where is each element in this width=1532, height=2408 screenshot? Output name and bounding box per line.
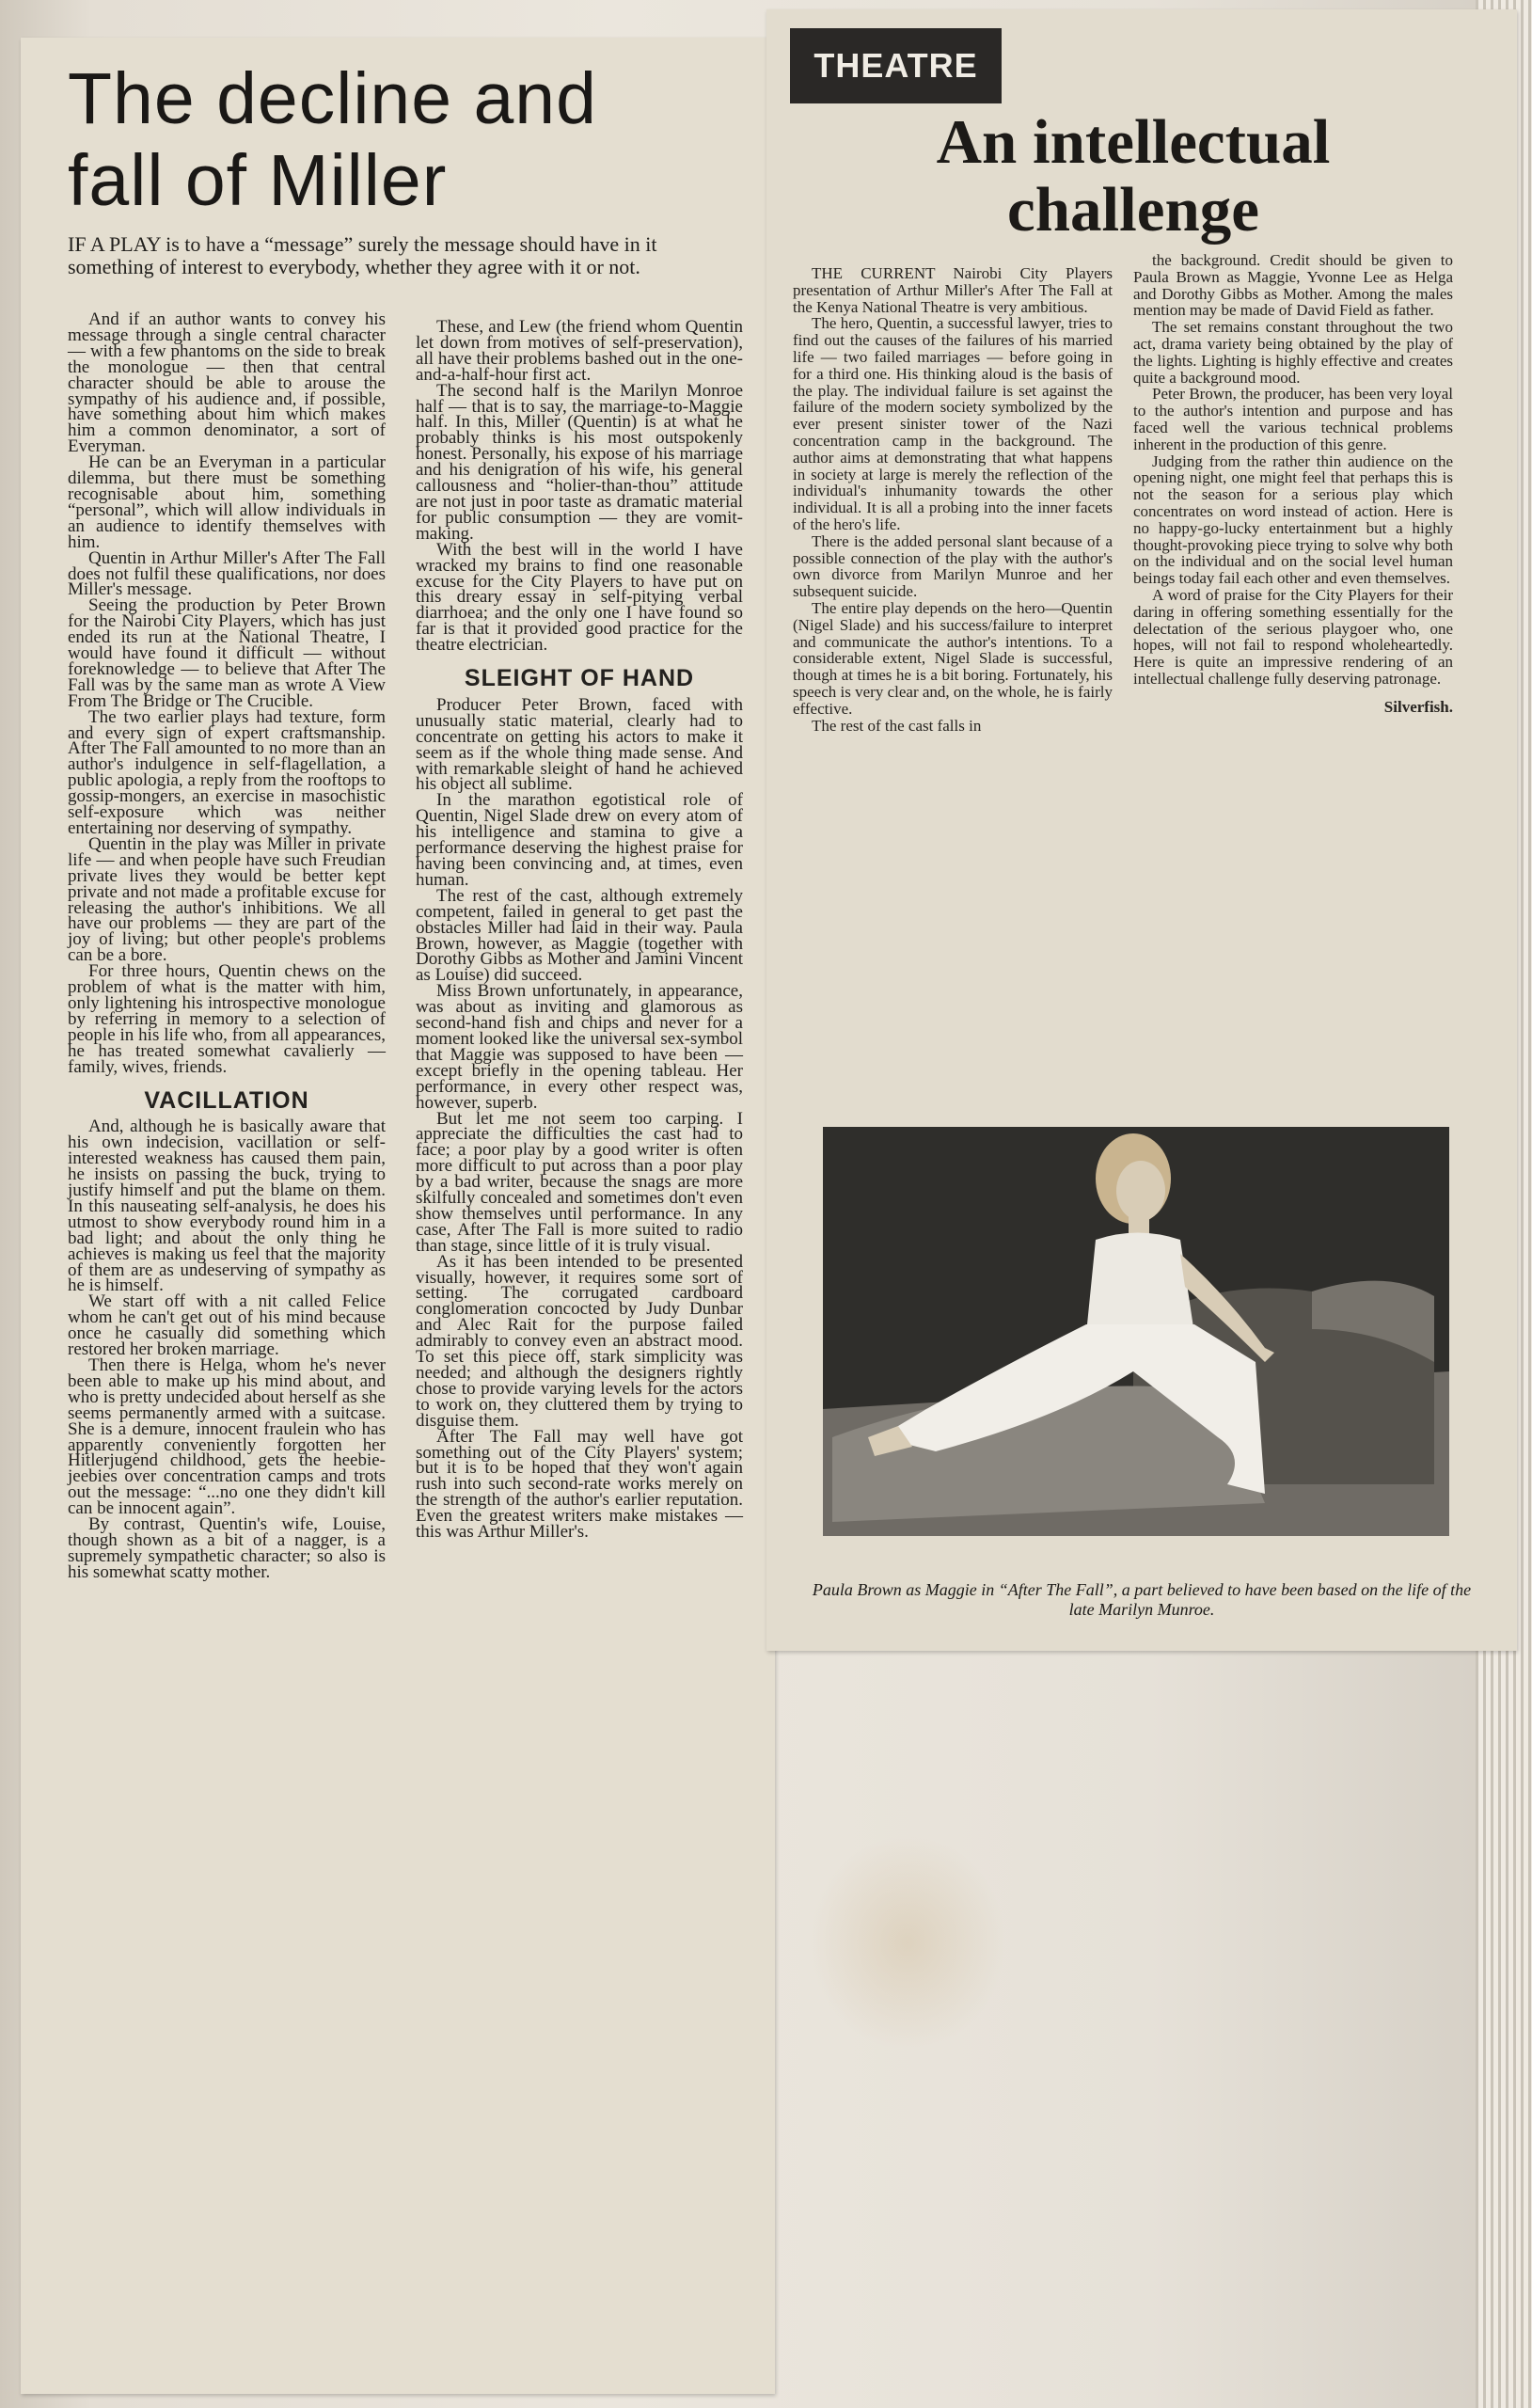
paragraph: Seeing the production by Peter Brown for the Nairobi City Players, which has just ended its run at the National Theatre, I would have found it difficult — without foreknowledge — to believe that After The Fall was by the same man as wrote A View From The Bridge or The Crucible. (68, 595, 386, 711)
paragraph: By contrast, Quentin's wife, Louise, though shown as a bit of a nagger, is a supremely sympathetic character; so also is his somewhat scatty mother. (68, 1514, 386, 1582)
paragraph: In the marathon egotistical role of Quentin, Nigel Slade drew on every atom of his intelligence and stamina to give a performance deserving the highest praise for having been convincing and, at times, even human. (416, 790, 743, 890)
paragraph: The set remains constant throughout the two act, drama variety being obtained by the play of the lights. Lighting is highly effective and creates quite a background mood. (1133, 318, 1453, 387)
paragraph: He can be an Everyman in a particular dilemma, but there must be something recognisable about him, something “personal”, which will allow individuals in an audience to identify themselves with him. (68, 452, 386, 552)
paragraph: Quentin in the play was Miller in private life — and when people have such Freudian private lives they would be better kept private and not made a profitable excuse for releasing the author's inhibitions. We all have our problems — they are part of the joy of living; but other people's problems can be a bore. (68, 833, 386, 966)
paragraph: With the best will in the world I have wracked my brains to find one reasonable excuse for the City Players to have put on this dreary essay in self-pitying verbal diarrhoea; and the only one I have found so far is that it provided good practice for the theatre electrician. (416, 539, 743, 656)
paragraph: The rest of the cast falls in (812, 716, 982, 735)
byline: Silverfish. (1383, 697, 1453, 716)
section-kicker: THEATRE (790, 28, 1002, 103)
photo-illustration (823, 1127, 1449, 1536)
paragraph: THE CURRENT Nairobi City Players presentation of Arthur Miller's After The Fall at the Kenya National Theatre is very ambitious. (793, 264, 1113, 316)
actress-photo (823, 1127, 1449, 1536)
article-column-1 (793, 265, 1113, 734)
article-column-2 (416, 317, 743, 1543)
paragraph: For three hours, Quentin chews on the problem of what is the matter with him, only lightening his introspective monologue by referring in memory to a selection of people in his life who, from all appearances, he has treated somewhat cavalierly — family, wives, friends. (68, 961, 386, 1077)
paragraph: The hero, Quentin, a successful lawyer, tries to find out the causes of the failures of his married life — two failed marriages — before going in for a third one. His thinking aloud is the basis of the play. The individual failure is set against the failure of the modern society symbolized by the ever present sinister tower of the Nazi concentration camp in the background. The author aims at demonstrating that what happens in society at large is merely the reflection of the individual's inhumanity towards the other individual. It is all a probing into the inner facets of the hero's life. (793, 314, 1113, 533)
subheading: VACILLATION (144, 1086, 309, 1114)
paragraph: Quentin in Arthur Miller's After The Fall does not fulfil these qualifications, nor does Miller's message. (68, 547, 386, 600)
newspaper-clipping-left (21, 38, 775, 2394)
paragraph: Producer Peter Brown, faced with unusually static material, clearly had to concentrate on getting his actors to make it seem as if the whole thing made sense. And with remarkable sleight of hand he achieved his object all sublime. (416, 694, 743, 795)
paragraph: The second half is the Marilyn Monroe half — that is to say, the marriage-to-Maggie half. In this, Miller (Quentin) is at what he probably thinks is his most outspokenly honest. Personally, his expose of his marriage and his denigration of his wife, his general callousness and “holier-than-thou” attitude are not just in poor taste as dramatic material for public consumption — they are vomit-making. (416, 380, 743, 544)
paragraph: There is the added personal slant because of a possible connection of the play with the author's own divorce from Marilyn Munroe and her subsequent suicide. (793, 531, 1113, 601)
paragraph: A word of praise for the City Players for their daring in offering something essentially for the delectation of the serious playgoer who, one hopes, will not fail to respond wholeheartedly. Here is quite an impressive rendering of an intellectual challenge fully deserving patronage. (1133, 585, 1453, 688)
paragraph: the background. Credit should be given to Paula Brown as Maggie, Yvonne Lee as Helga and Dorothy Gibbs as Mother. Among the males mention may be made of David Field as father. (1133, 251, 1453, 320)
paragraph: Peter Brown, the producer, has been very loyal to the author's intention and purpose and has faced well the various technical problems inherent in the production of this genre. (1133, 385, 1453, 453)
paragraph: And if an author wants to convey his message through a single central character — with a few phantoms on the side to break the monologue — then that central character should be able to arouse the sympathy of his audience and, if possible, have something about him which makes him a common denominator, a sort of Everyman. (68, 309, 386, 457)
paragraph: And, although he is basically aware that his own indecision, vacillation or self-interested weakness has caused them pain, he insists on passing the buck, trying to justify himself and put the blame on them. In this nauseating self-analysis, he does his utmost to show everybody round him in a bad light; and about the only thing he achieves is making us feel that the majority of them are as undeserving of sympathy as he is himself. (68, 1117, 386, 1296)
paragraph: Judging from the rather thin audience on the opening night, one might feel that perhaps this is not the season for a serious play which concentrates on word instead of action. Here is no happy-go-lucky entertainment but a highly thought-provoking piece trying to solve why both on the individual and on the social level human beings today fail each other and even themselves. (1133, 452, 1453, 588)
intro-paragraph: IF A PLAY is to have a “message” surely the message should have in it something of interest to everybody, whether they agree with it or not. (68, 232, 657, 278)
article-column-2 (1133, 252, 1453, 716)
paper-stain (809, 1834, 1006, 2051)
paragraph: We start off with a nit called Felice whom he can't get out of his mind because once he casually did something which restored her broken marriage. (68, 1291, 386, 1360)
subheading: SLEIGHT OF HAND (464, 665, 695, 692)
paragraph: But let me not seem too carping. I appreciate the difficulties the cast had to face; a poor play by a good writer is often more difficult to put across than a poor play by a bad writer, because the snags are more skilfully concealed and sometimes don't even show themselves until performance. In any case, After The Fall is more suited to radio than stage, since little of it is truly visual. (416, 1108, 743, 1256)
photo-caption: Paula Brown as Maggie in “After The Fall”, a part believed to have been based on the life of the late Marilyn Munroe. (812, 1580, 1472, 1619)
paragraph: After The Fall may well have got something out of the City Players' system; but it is to be hoped that they won't again rush into such second-rate works merely on the strength of the author's earlier reputation. Even the greatest writers make mistakes — this was Arthur Miller's. (416, 1426, 743, 1543)
newspaper-clipping-right (766, 9, 1517, 1651)
paragraph: The two earlier plays had texture, form and every sign of expert craftsmanship. After The Fall amounted to no more than an author's indulgence in self-flagellation, a public apologia, a reply from the rooftops to gossip-mongers, an exercise in masochistic self-exposure which was neither entertaining nor deserving of sympathy. (68, 706, 386, 838)
paragraph: These, and Lew (the friend whom Quentin let down from motives of self-preservation), all have their problems bashed out in the one-and-a-half-hour first act. (416, 317, 743, 385)
paragraph: As it has been intended to be presented visually, however, it requires some sort of setting. The corrugated cardboard conglomeration concocted by Judy Dunbar and Alec Rait for the purpose failed admirably to convey even an abstract mood. To set this piece off, stark simplicity was needed; and although the designers rightly chose to provide varying levels for the actors to work on, they cluttered them by trying to disguise them. (416, 1251, 743, 1431)
headline: An intellectual challenge (936, 107, 1331, 245)
headline: The decline and fall of Miller (68, 58, 597, 221)
paragraph: Miss Brown unfortunately, in appearance, was about as inviting and glamorous as second-hand fish and chips and never for a moment looked like the universal sex-symbol that Maggie was supposed to have been — except briefly in the opening tableau. Her performance, in every other respect was, however, superb. (416, 981, 743, 1113)
article-column-1 (68, 309, 386, 1582)
paragraph: The entire play depends on the hero—Quentin (Nigel Slade) and his success/failure to interpret and communicate the author's intentions. To a considerable extent, Nigel Slade is successful, though at times he is a bit boring. Fortunately, his speech is very clear and, on the whole, he is fairly effective. (793, 598, 1113, 718)
paragraph: The rest of the cast, although extremely competent, failed in general to get past the obstacles Miller had laid in their way. Paula Brown, however, as Maggie (together with Dorothy Gibbs as Mother and Jamini Vincent as Louise) did succeed. (416, 885, 743, 986)
paragraph: Then there is Helga, whom he's never been able to make up his mind about, and who is pretty undecided about herself as she seems permanently armed with a suitcase. She is a demure, innocent fraulein who has apparently conveniently forgotten her Hitlerjugend childhood, gets the heebie-jeebies over concentration camps and trots out the message: “...no one they didn't kill can be innocent again”. (68, 1355, 386, 1519)
